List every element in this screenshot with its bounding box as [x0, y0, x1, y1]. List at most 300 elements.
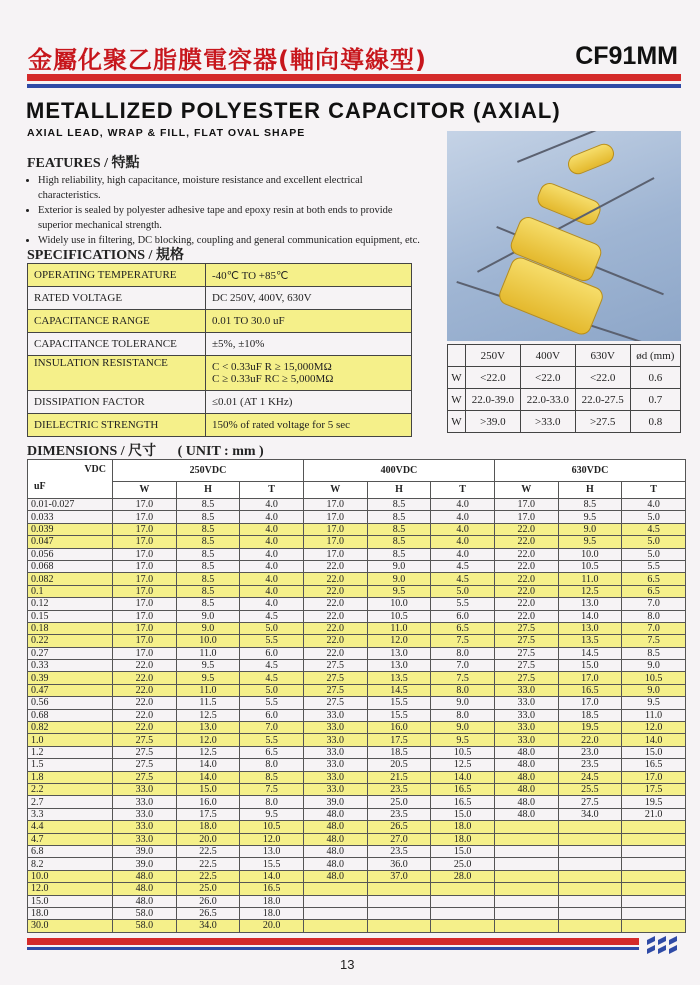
table-row	[28, 536, 686, 548]
dimension-cell: 17.0	[113, 598, 177, 610]
dimension-cell: 13.5	[367, 672, 431, 684]
dimension-cell	[558, 883, 622, 895]
dimension-cell: 6.0	[431, 610, 495, 622]
dimension-cell: 22.0	[494, 536, 558, 548]
dimension-cell: 8.5	[622, 647, 686, 659]
spec-key: RATED VOLTAGE	[28, 287, 206, 310]
dimension-cell: 16.5	[431, 796, 495, 808]
capacitance-cell: 0.82	[28, 722, 113, 734]
dimension-cell: 33.0	[494, 734, 558, 746]
dimension-cell: 27.0	[367, 833, 431, 845]
spec-key: OPERATING TEMPERATURE	[28, 264, 206, 287]
table-row	[28, 808, 686, 820]
dimension-cell: 17.0	[113, 647, 177, 659]
cell: >27.5	[575, 411, 630, 433]
capacitance-cell: 30.0	[28, 920, 113, 932]
dimension-cell: 39.0	[113, 845, 177, 857]
table-row	[28, 821, 686, 833]
dimension-cell: 9.0	[176, 622, 240, 634]
dimension-cell: 14.0	[176, 771, 240, 783]
dimension-cell	[622, 883, 686, 895]
dimension-cell: 4.5	[431, 560, 495, 572]
dimension-cell: 22.0	[113, 709, 177, 721]
dimension-cell	[558, 858, 622, 870]
dimension-cell: 6.0	[240, 709, 304, 721]
capacitance-cell: 3.3	[28, 808, 113, 820]
dimension-cell: 15.0	[431, 845, 495, 857]
voltage-group-header: 630VDC	[494, 460, 685, 482]
dimension-cell: 33.0	[113, 821, 177, 833]
dimension-cell	[494, 845, 558, 857]
dimension-cell: 8.0	[431, 647, 495, 659]
dimension-cell: 7.0	[622, 598, 686, 610]
dimension-cell: 36.0	[367, 858, 431, 870]
capacitance-cell: 6.8	[28, 845, 113, 857]
dimension-cell: 48.0	[303, 845, 367, 857]
dimension-cell: 16.5	[622, 759, 686, 771]
dimension-cell: 22.0	[303, 573, 367, 585]
dimension-cell: 33.0	[303, 734, 367, 746]
dimension-cell: 17.0	[558, 697, 622, 709]
dimension-cell: 22.0	[494, 548, 558, 560]
dimension-cell: 17.0	[303, 511, 367, 523]
dimension-cell: 8.5	[176, 511, 240, 523]
table-row	[28, 709, 686, 721]
capacitance-cell: 2.2	[28, 783, 113, 795]
page-subtitle: AXIAL LEAD, WRAP & FILL, FLAT OVAL SHAPE	[27, 127, 306, 139]
dimension-cell: 9.0	[622, 684, 686, 696]
dimension-cell: 15.0	[176, 783, 240, 795]
dimension-cell: 34.0	[176, 920, 240, 932]
dimension-cell	[558, 833, 622, 845]
dimension-cell: 6.5	[431, 622, 495, 634]
feature-item: • Widely use in filtering, DC blocking, coupling and general communication equipment, etc.	[38, 233, 422, 248]
table-row	[28, 287, 412, 310]
dimension-cell: 8.5	[176, 536, 240, 548]
dimension-cell: 5.0	[622, 536, 686, 548]
dimension-cell: 9.5	[558, 536, 622, 548]
dimension-cell: 15.5	[367, 709, 431, 721]
dimension-cell: 8.5	[367, 548, 431, 560]
table-row	[28, 585, 686, 597]
dimension-cell: 17.0	[113, 511, 177, 523]
header-cell: ød (mm)	[630, 345, 680, 367]
cell: 0.8	[630, 411, 680, 433]
spec-key: CAPACITANCE TOLERANCE	[28, 333, 206, 356]
dimension-cell: 25.0	[176, 883, 240, 895]
dimension-cell: 25.0	[431, 858, 495, 870]
dimension-cell: 48.0	[303, 808, 367, 820]
dimensions-body	[28, 499, 686, 933]
spec-key: DISSIPATION FACTOR	[28, 391, 206, 414]
dimension-cell: 9.0	[367, 560, 431, 572]
features-heading: FEATURES / 特點	[27, 156, 140, 171]
dimension-cell: 8.5	[176, 548, 240, 560]
dimension-cell: 10.0	[558, 548, 622, 560]
dimension-cell: 27.5	[494, 647, 558, 659]
dimension-cell: 6.0	[240, 647, 304, 659]
dimension-cell: 26.0	[176, 895, 240, 907]
dimension-cell	[494, 858, 558, 870]
dimension-cell: 7.5	[622, 635, 686, 647]
lead-diameter-table	[447, 344, 681, 433]
cell: 0.7	[630, 389, 680, 411]
dimension-cell: 9.0	[431, 722, 495, 734]
dimension-cell	[303, 907, 367, 919]
dimension-cell: 19.5	[622, 796, 686, 808]
dimension-cell: 12.5	[176, 746, 240, 758]
cell: <22.0	[465, 367, 520, 389]
dimension-cell: 14.5	[367, 684, 431, 696]
voltage-group-header: 400VDC	[303, 460, 494, 482]
dimension-cell: 33.0	[113, 808, 177, 820]
dimension-cell: 16.5	[431, 783, 495, 795]
capacitor-image	[565, 141, 617, 178]
dimension-cell: 4.5	[431, 573, 495, 585]
dimension-cell: 8.5	[558, 499, 622, 511]
dimension-cell: 26.5	[367, 821, 431, 833]
dimension-cell: 4.0	[240, 585, 304, 597]
dimension-cell: 48.0	[494, 759, 558, 771]
capacitance-cell: 1.0	[28, 734, 113, 746]
table-row	[28, 560, 686, 572]
dimension-cell	[558, 907, 622, 919]
capacitance-cell: 0.39	[28, 672, 113, 684]
model-number: CF91MM	[575, 42, 678, 70]
dimension-cell: 17.0	[113, 536, 177, 548]
dimension-cell: 17.0	[113, 610, 177, 622]
dimension-cell: 10.5	[240, 821, 304, 833]
spec-value	[206, 356, 412, 391]
dimension-cell: 18.0	[176, 821, 240, 833]
dimensions-unit: ( UNIT : mm )	[177, 444, 264, 459]
capacitance-cell: 0.01-0.027	[28, 499, 113, 511]
dimension-cell: 22.0	[303, 610, 367, 622]
header-blue-bar	[27, 84, 681, 88]
dimension-cell: 16.5	[558, 684, 622, 696]
table-row	[28, 858, 686, 870]
dimension-cell: 15.5	[240, 858, 304, 870]
dimension-cell: 4.0	[240, 573, 304, 585]
dimension-cell	[558, 870, 622, 882]
dimension-cell: 4.0	[240, 598, 304, 610]
dimension-cell: 23.0	[558, 746, 622, 758]
dimension-cell	[303, 920, 367, 932]
dimension-cell: 13.0	[558, 598, 622, 610]
dimension-cell: 12.0	[622, 722, 686, 734]
dimension-cell: 13.0	[558, 622, 622, 634]
dimension-cell: 22.0	[303, 585, 367, 597]
table-row	[28, 573, 686, 585]
dimension-cell: 11.0	[622, 709, 686, 721]
dimension-cell: 37.0	[367, 870, 431, 882]
dimension-cell: 33.0	[113, 783, 177, 795]
dimension-cell: 8.5	[176, 523, 240, 535]
dimension-cell: 17.0	[303, 523, 367, 535]
dimension-cell: 27.5	[558, 796, 622, 808]
dimension-cell: 14.0	[240, 870, 304, 882]
title-chinese: 金屬化聚乙脂膜電容器(軸向導線型)	[28, 46, 427, 74]
column-header: T	[240, 481, 304, 498]
specifications-table	[27, 263, 412, 437]
dimension-cell: 19.5	[558, 722, 622, 734]
dimension-cell: 9.5	[176, 660, 240, 672]
dimension-cell: 11.0	[558, 573, 622, 585]
dimension-cell: 33.0	[494, 684, 558, 696]
dimension-cell: 48.0	[494, 808, 558, 820]
dimension-cell	[622, 920, 686, 932]
dimension-cell: 23.5	[367, 808, 431, 820]
table-row	[28, 746, 686, 758]
dimension-cell: 9.5	[240, 808, 304, 820]
dimension-cell: 25.5	[558, 783, 622, 795]
spec-value: 150% of rated voltage for 5 sec	[206, 414, 412, 437]
dimension-cell	[622, 858, 686, 870]
dimension-cell: 48.0	[303, 870, 367, 882]
capacitance-cell: 0.12	[28, 598, 113, 610]
dimension-cell: 10.0	[176, 635, 240, 647]
dimension-cell: 17.0	[303, 499, 367, 511]
dimension-cell	[431, 907, 495, 919]
dimension-cell: 18.0	[431, 821, 495, 833]
table-header-row	[448, 345, 681, 367]
table-row	[28, 672, 686, 684]
dimension-cell: 27.5	[113, 771, 177, 783]
dimension-cell: 4.0	[431, 511, 495, 523]
table-subheader-row	[28, 481, 686, 498]
dimension-cell: 33.0	[494, 722, 558, 734]
capacitance-cell: 12.0	[28, 883, 113, 895]
column-header: W	[494, 481, 558, 498]
dimension-cell: 14.0	[622, 734, 686, 746]
dimension-cell: 8.5	[367, 511, 431, 523]
dimension-cell: 27.5	[494, 635, 558, 647]
dimension-cell	[367, 907, 431, 919]
dimension-cell	[367, 920, 431, 932]
dimension-cell	[622, 821, 686, 833]
dimension-cell: 18.0	[431, 833, 495, 845]
header-cell: 400V	[520, 345, 575, 367]
spec-value: DC 250V, 400V, 630V	[206, 287, 412, 310]
dimension-cell: 8.0	[431, 709, 495, 721]
table-header-row	[28, 460, 686, 482]
capacitance-cell: 0.047	[28, 536, 113, 548]
dimension-cell: 17.5	[622, 783, 686, 795]
dimension-cell: 33.0	[113, 833, 177, 845]
table-row	[28, 845, 686, 857]
dimension-cell: 22.0	[303, 560, 367, 572]
capacitance-cell: 0.068	[28, 560, 113, 572]
dimension-cell	[303, 895, 367, 907]
dimension-cell	[558, 821, 622, 833]
table-row	[28, 660, 686, 672]
dimension-cell	[367, 895, 431, 907]
dimension-cell: 7.5	[431, 635, 495, 647]
dimension-cell: 9.5	[367, 585, 431, 597]
dimension-cell: 7.5	[240, 783, 304, 795]
table-row	[28, 511, 686, 523]
table-row	[28, 622, 686, 634]
cell: >39.0	[465, 411, 520, 433]
dimension-cell: 8.5	[367, 536, 431, 548]
dimension-cell: 10.0	[367, 598, 431, 610]
spec-value: ≤0.01 (AT 1 KHz)	[206, 391, 412, 414]
table-row	[28, 907, 686, 919]
dimension-cell: 5.5	[431, 598, 495, 610]
header-red-bar	[27, 74, 681, 81]
dimension-cell	[622, 833, 686, 845]
table-row	[28, 264, 412, 287]
dimension-cell: 8.0	[622, 610, 686, 622]
dimension-cell: 10.5	[558, 560, 622, 572]
table-row	[28, 759, 686, 771]
dimension-cell: 17.0	[303, 548, 367, 560]
column-header: H	[558, 481, 622, 498]
dimension-cell: 4.0	[240, 548, 304, 560]
dimension-cell: 22.5	[176, 858, 240, 870]
capacitance-cell: 0.22	[28, 635, 113, 647]
capacitance-cell: 0.68	[28, 709, 113, 721]
features-list	[27, 173, 422, 248]
dimension-cell: 4.5	[240, 610, 304, 622]
dimension-cell: 8.0	[240, 796, 304, 808]
dimension-cell: 25.0	[367, 796, 431, 808]
dimension-cell	[558, 895, 622, 907]
capacitance-cell: 1.5	[28, 759, 113, 771]
capacitance-cell: 0.1	[28, 585, 113, 597]
dimension-cell: 8.5	[176, 560, 240, 572]
capacitance-cell: 4.7	[28, 833, 113, 845]
dimension-cell: 4.0	[431, 523, 495, 535]
dimension-cell: 4.0	[431, 499, 495, 511]
dimension-cell: 22.0	[113, 697, 177, 709]
table-row	[28, 610, 686, 622]
dimension-cell: 18.5	[558, 709, 622, 721]
dimension-cell: 13.0	[367, 660, 431, 672]
dimension-cell: 9.0	[558, 523, 622, 535]
cell: <22.0	[575, 367, 630, 389]
cell: W	[448, 367, 466, 389]
dimension-cell: 23.5	[558, 759, 622, 771]
dimension-cell: 11.0	[176, 684, 240, 696]
table-row	[28, 499, 686, 511]
capacitance-cell: 1.2	[28, 746, 113, 758]
dimension-cell: 14.0	[176, 759, 240, 771]
dimension-cell: 5.5	[240, 697, 304, 709]
dimension-cell	[622, 845, 686, 857]
dimension-cell: 26.5	[176, 907, 240, 919]
footer-red-bar	[27, 938, 639, 945]
dimension-cell: 10.5	[367, 610, 431, 622]
capacitance-cell: 0.056	[28, 548, 113, 560]
dimension-cell: 8.5	[176, 573, 240, 585]
cell: 22.0-39.0	[465, 389, 520, 411]
capacitance-cell: 15.0	[28, 895, 113, 907]
dimension-cell: 9.0	[367, 573, 431, 585]
table-row	[28, 333, 412, 356]
dimension-cell: 4.0	[240, 560, 304, 572]
dimension-cell: 15.0	[431, 808, 495, 820]
dimension-cell	[622, 870, 686, 882]
dimension-cell: 27.5	[303, 660, 367, 672]
dimension-cell: 8.5	[240, 771, 304, 783]
capacitance-cell: 0.33	[28, 660, 113, 672]
product-photo	[447, 131, 681, 341]
spec-value: -40℃ TO +85℃	[206, 264, 412, 287]
dimension-cell: 24.5	[558, 771, 622, 783]
cell: <22.0	[520, 367, 575, 389]
dimension-cell: 22.5	[176, 845, 240, 857]
dimension-cell: 4.5	[240, 672, 304, 684]
feature-item: • High reliability, high capacitance, moisture resistance and excellent electrical characteristics.	[38, 173, 422, 203]
header-cell: 250V	[465, 345, 520, 367]
capacitance-cell: 2.7	[28, 796, 113, 808]
dimension-cell: 8.5	[367, 523, 431, 535]
spec-value-line: C < 0.33uF R ≥ 15,000MΩ	[212, 361, 332, 373]
dimension-cell: 17.0	[113, 560, 177, 572]
dimension-cell: 48.0	[303, 858, 367, 870]
dimension-cell: 16.5	[240, 883, 304, 895]
capacitance-cell: 0.18	[28, 622, 113, 634]
dimension-cell: 7.0	[240, 722, 304, 734]
dimension-cell: 5.0	[622, 511, 686, 523]
table-row	[28, 635, 686, 647]
dimension-cell: 27.5	[113, 746, 177, 758]
dimension-cell: 33.0	[303, 783, 367, 795]
dimension-cell: 48.0	[494, 796, 558, 808]
dimension-cell: 9.0	[176, 610, 240, 622]
dimension-cell: 4.0	[431, 548, 495, 560]
dimension-cell: 4.0	[240, 499, 304, 511]
dimension-cell: 33.0	[494, 697, 558, 709]
cell: 22.0-33.0	[520, 389, 575, 411]
dimension-cell: 13.0	[176, 722, 240, 734]
dimension-cell: 9.0	[622, 660, 686, 672]
vdc-uf-corner	[28, 460, 113, 499]
table-row	[28, 598, 686, 610]
dimension-cell: 12.0	[367, 635, 431, 647]
dimension-cell: 21.5	[367, 771, 431, 783]
dimension-cell: 22.0	[494, 610, 558, 622]
capacitance-cell: 8.2	[28, 858, 113, 870]
dimension-cell: 18.0	[240, 907, 304, 919]
dimension-cell: 14.5	[558, 647, 622, 659]
dimension-cell: 9.5	[176, 672, 240, 684]
column-header: H	[367, 481, 431, 498]
dimension-cell	[431, 883, 495, 895]
dimension-cell: 33.0	[303, 746, 367, 758]
spec-value: ±5%, ±10%	[206, 333, 412, 356]
dimension-cell: 20.0	[240, 920, 304, 932]
dimension-cell: 20.0	[176, 833, 240, 845]
spec-key: DIELECTRIC STRENGTH	[28, 414, 206, 437]
capacitance-cell: 1.8	[28, 771, 113, 783]
column-header: W	[303, 481, 367, 498]
voltage-group-header: 250VDC	[113, 460, 304, 482]
vdc-label: VDC	[84, 464, 106, 475]
dimension-cell	[622, 895, 686, 907]
dimension-cell: 27.5	[494, 622, 558, 634]
dimension-cell: 18.0	[240, 895, 304, 907]
dimension-cell: 8.5	[176, 499, 240, 511]
uf-label: uF	[34, 481, 46, 492]
dimension-cell: 17.5	[367, 734, 431, 746]
dimension-cell: 15.0	[622, 746, 686, 758]
table-row	[448, 411, 681, 433]
dimension-cell: 17.0	[113, 499, 177, 511]
table-row	[28, 771, 686, 783]
dimension-cell: 33.0	[303, 759, 367, 771]
